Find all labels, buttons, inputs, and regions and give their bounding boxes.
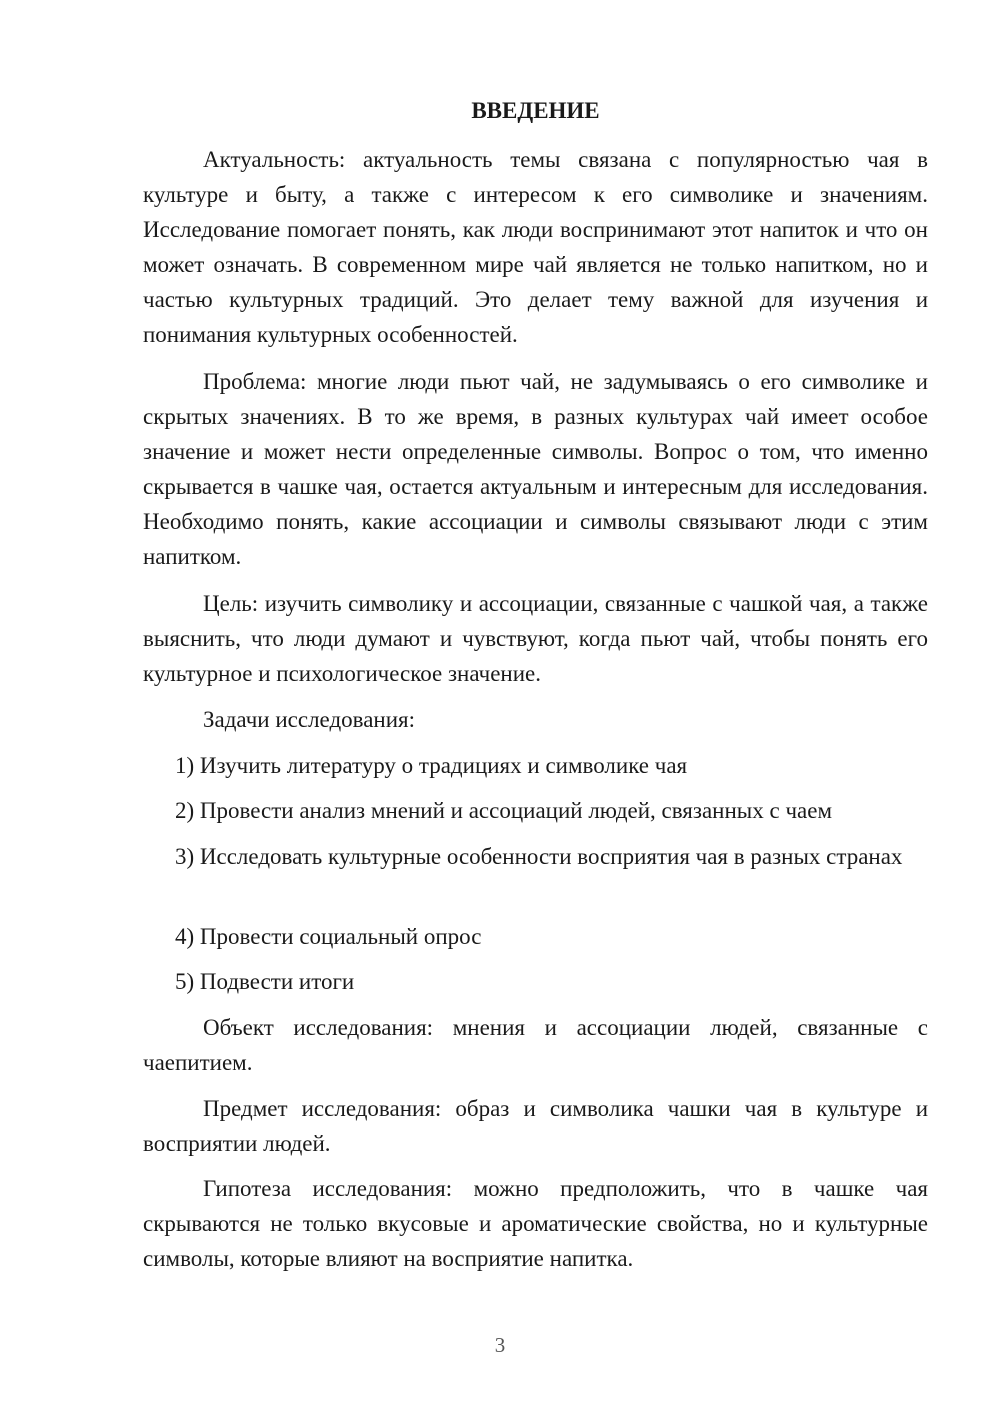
- paragraph-object: Объект исследования: мнения и ассоциации людей, связанные с чаепитием.: [143, 1015, 928, 1075]
- task-item-2: 2) Провести анализ мнений и ассоциаций людей, связанных с чаем: [175, 798, 832, 823]
- page-number: 3: [494, 1333, 506, 1357]
- paragraph-goal: Цель: изучить символику и ассоциации, связанные с чашкой чая, а также выяснить, что люди думают и чувствуют, когда пьют чай, чтобы понять его культурное и психологическое значение.: [143, 591, 928, 686]
- page-title: ВВЕДЕНИЕ: [471, 98, 600, 123]
- paragraph-hypothesis: Гипотеза исследования: можно предположить, что в чашке чая скрываются не только вкусовые и ароматические свойства, но и культурные символы, которые влияют на восприятие напитка.: [143, 1176, 928, 1271]
- task-item-5: 5) Подвести итоги: [175, 969, 355, 994]
- paragraph-problem: Проблема: многие люди пьют чай, не задумываясь о его символике и скрытых значениях. В то же время, в разных культурах чай имеет особое значение и может нести определенные символы. Вопрос о том, что именно скрывается в чашке чая, остается актуальным и интересным для исследования. Необходимо понять, какие ассоциации и символы связывают люди с этим напитком.: [143, 369, 928, 569]
- task-item-3: 3) Исследовать культурные особенности восприятия чая в разных странах: [175, 844, 903, 869]
- task-item-4: 4) Провести социальный опрос: [175, 924, 482, 949]
- tasks-heading: Задачи исследования:: [203, 707, 416, 732]
- task-item-1: 1) Изучить литературу о традициях и символике чая: [175, 753, 688, 778]
- paragraph-subject: Предмет исследования: образ и символика чашки чая в культуре и восприятии людей.: [143, 1096, 928, 1156]
- paragraph-relevance: Актуальность: актуальность темы связана с популярностью чая в культуре и быту, а также с интересом к его символике и значениям. Исследование помогает понять, как люди воспринимают этот напиток и что он может означать. В современном мире чай является не только напитком, но и частью культурных традиций. Это делает тему важной для изучения и понимания культурных особенностей.: [143, 147, 928, 347]
